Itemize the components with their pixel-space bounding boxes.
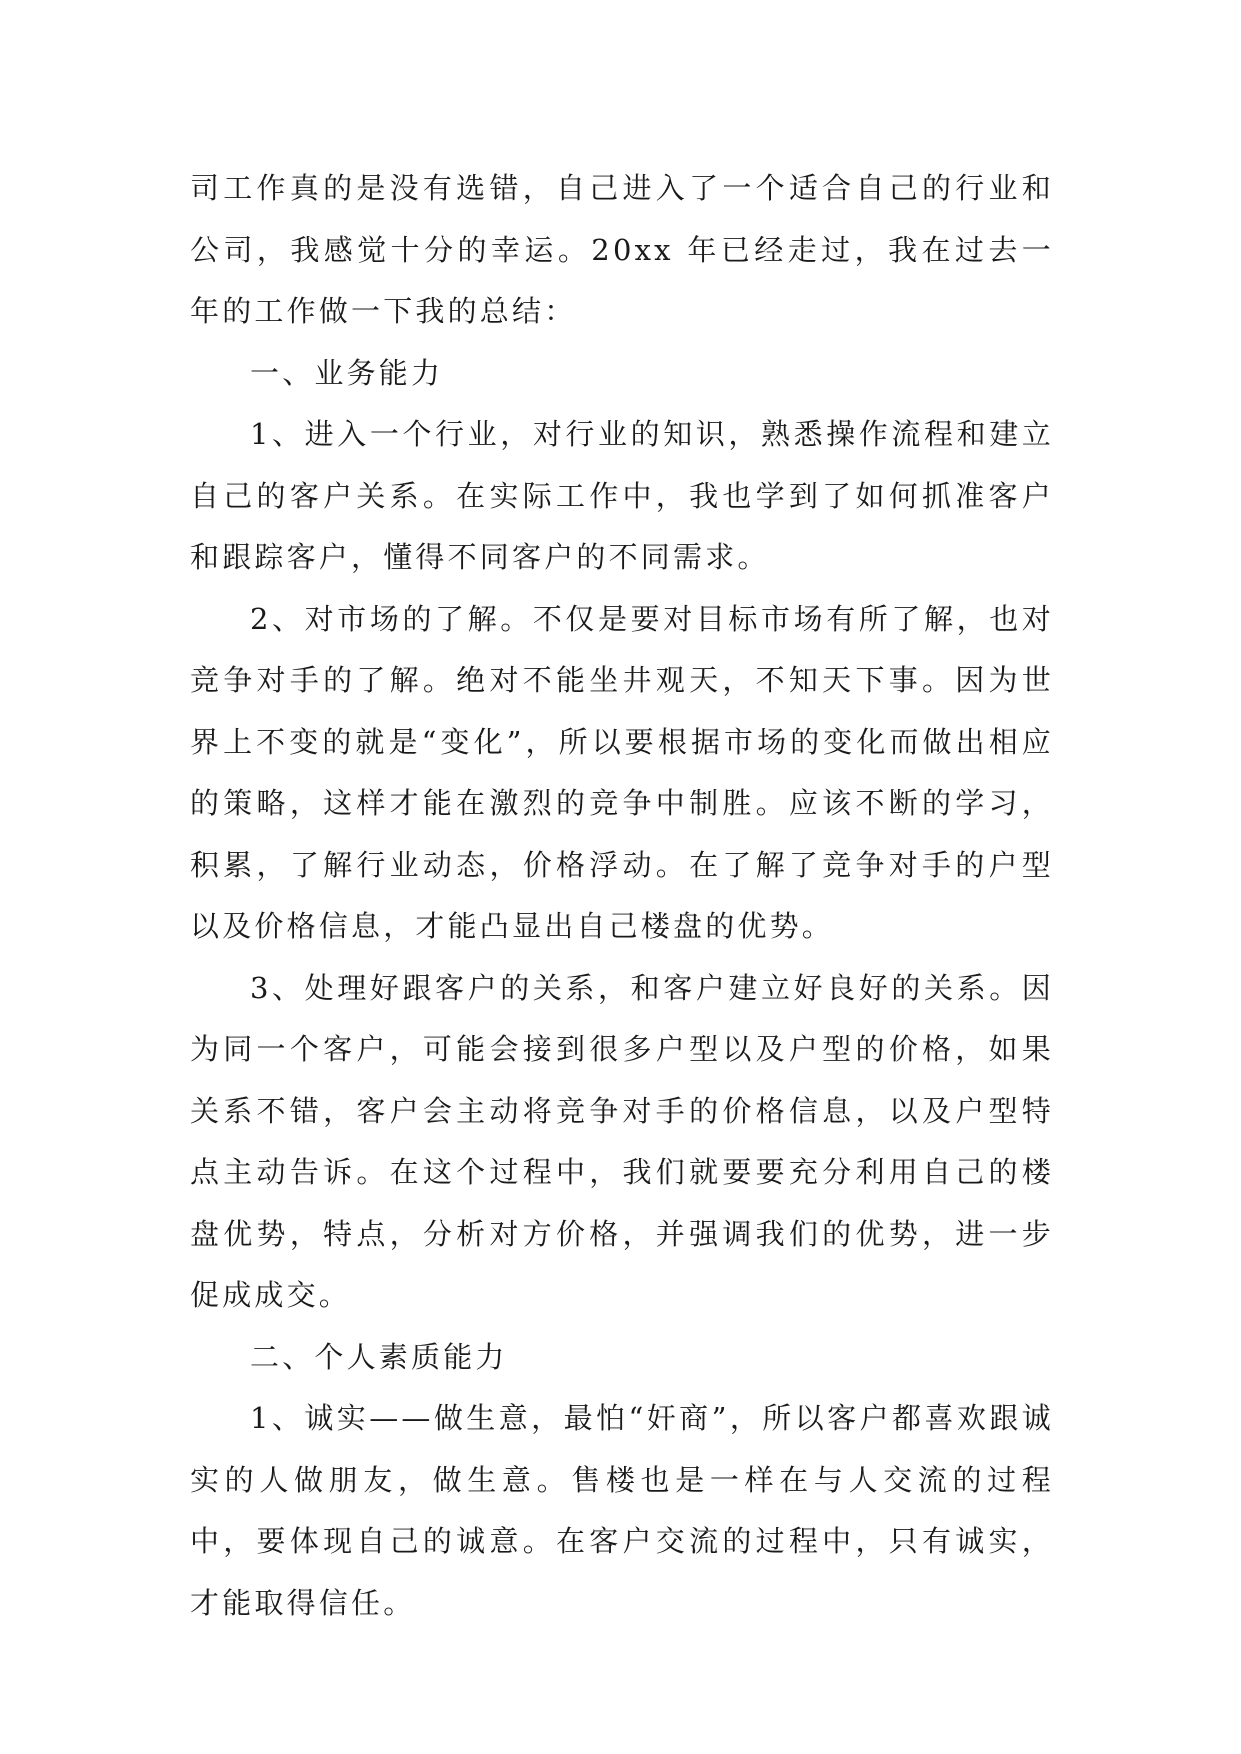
paragraph-intro-continuation: 司工作真的是没有选错，自己进入了一个适合自己的行业和公司，我感觉十分的幸运。20xx 年已经走过，我在过去一年的工作做一下我的总结：	[190, 171, 1054, 328]
paragraph-personal-1: 1、诚实——做生意，最怕“奸商”，所以客户都喜欢跟诚实的人做朋友，做生意。售楼也是一样在与人交流的过程中，要体现自己的诚意。在客户交流的过程中，只有诚实，才能取得信任。	[190, 1401, 1054, 1620]
paragraph-business-1: 1、进入一个行业，对行业的知识，熟悉操作流程和建立自己的客户关系。在实际工作中，我也学到了如何抓准客户和跟踪客户，懂得不同客户的不同需求。	[190, 417, 1054, 574]
paragraph-business-2: 2、对市场的了解。不仅是要对目标市场有所了解，也对竞争对手的了解。绝对不能坐井观天，不知天下事。因为世界上不变的就是“变化”，所以要根据市场的变化而做出相应的策略，这样才能在激烈的竞争中制胜。应该不断的学习，积累，了解行业动态，价格浮动。在了解了竞争对手的户型以及价格信息，才能凸显出自己楼盘的优势。	[190, 601, 1054, 943]
paragraph-business-3: 3、处理好跟客户的关系，和客户建立好良好的关系。因为同一个客户，可能会接到很多户型以及户型的价格，如果关系不错，客户会主动将竞争对手的价格信息，以及户型特点主动告诉。在这个过程中，我们就要要充分利用自己的楼盘优势，特点，分析对方价格，并强调我们的优势，进一步促成成交。	[190, 970, 1054, 1312]
section-heading-business-ability: 一、业务能力	[250, 355, 444, 390]
section-heading-personal-quality: 二、个人素质能力	[250, 1339, 508, 1374]
document-body	[190, 158, 1054, 1634]
